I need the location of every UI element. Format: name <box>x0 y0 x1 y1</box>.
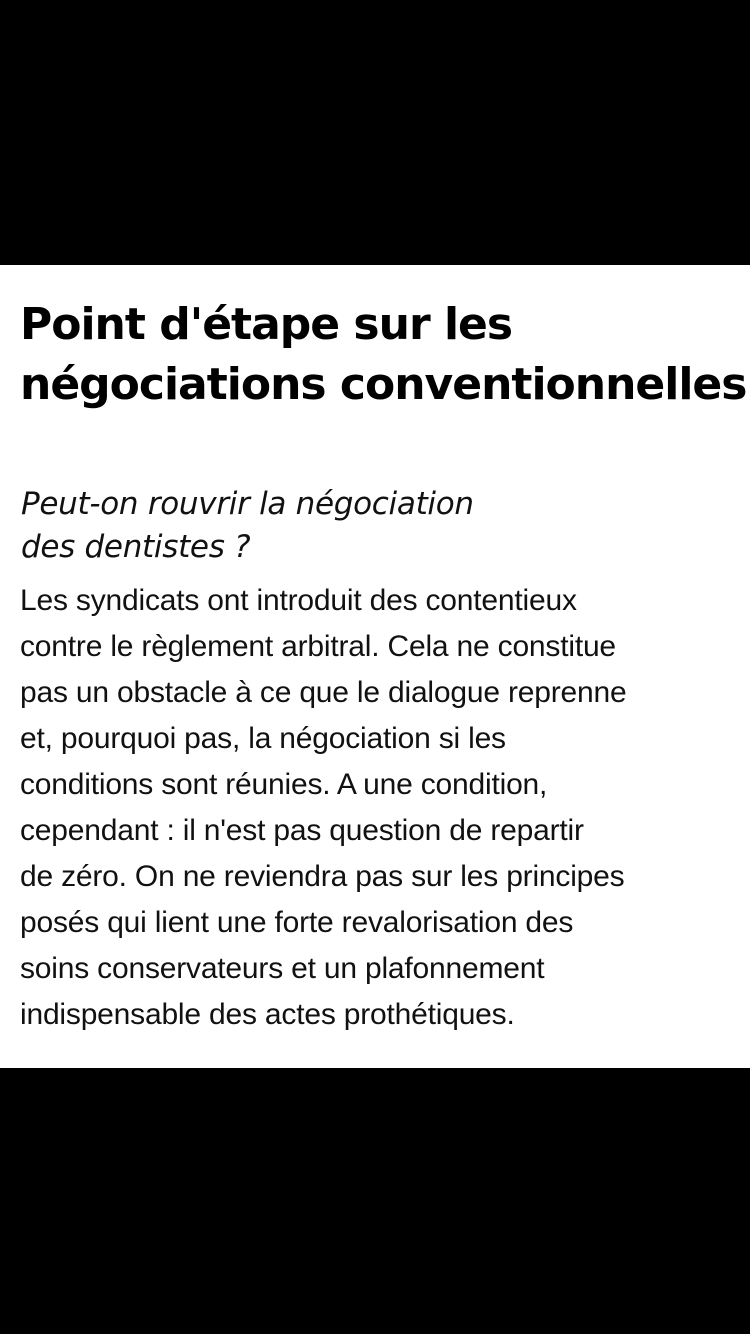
body-line: contre le règlement arbitral. Cela ne constitue <box>20 630 616 663</box>
interview-question <box>21 483 721 569</box>
body-line: pas un obstacle à ce que le dialogue reprenne <box>20 676 627 709</box>
body-line: de zéro. On ne reviendra pas sur les principes <box>20 860 625 893</box>
body-line: indispensable des actes prothétiques. <box>20 998 515 1031</box>
body-line: posés qui lient une forte revalorisation des <box>20 906 574 939</box>
headline-line: négociations conventionnelles <box>20 359 747 410</box>
body-line: conditions sont réunies. A une condition, <box>20 768 548 801</box>
letterbox-bottom <box>0 1068 750 1334</box>
article-body <box>20 578 745 1038</box>
headline-line: Point d'étape sur les <box>20 299 513 350</box>
body-line: soins conservateurs et un plafonnement <box>20 952 545 985</box>
article-headline <box>20 295 745 415</box>
letterbox-top <box>0 0 750 265</box>
question-line: des dentistes ? <box>21 529 251 565</box>
body-line: et, pourquoi pas, la négociation si les <box>20 722 506 755</box>
body-line: cependant : il n'est pas question de repartir <box>20 814 584 847</box>
article-clipping <box>0 265 750 1068</box>
body-line: Les syndicats ont introduit des contentieux <box>20 584 577 617</box>
question-line: Peut-on rouvrir la négociation <box>21 486 474 522</box>
